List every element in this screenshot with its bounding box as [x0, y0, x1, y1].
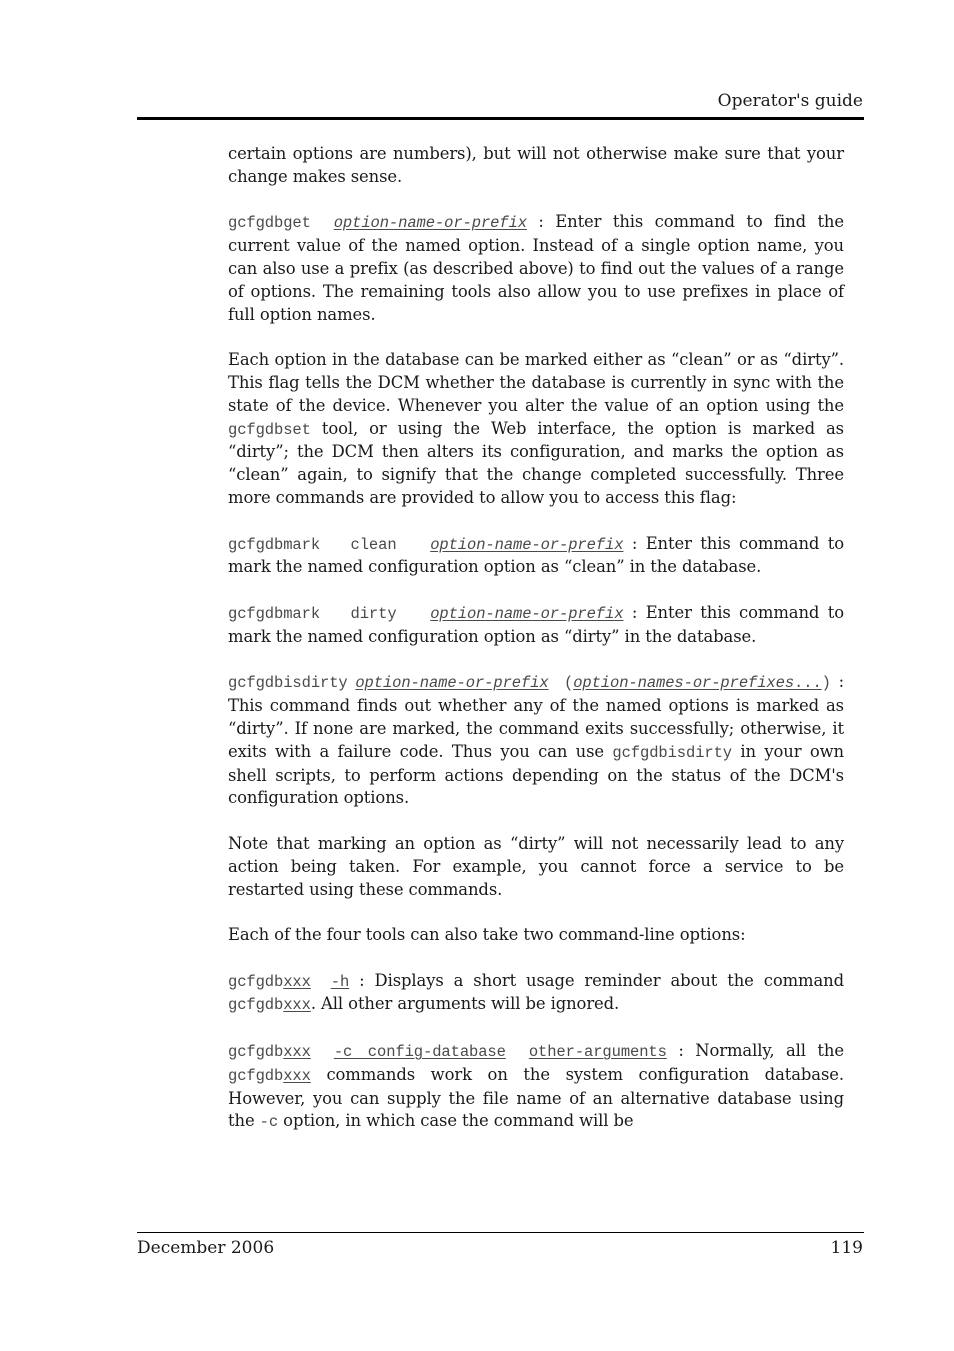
command-name: gcfgdbmark clean: [228, 535, 397, 554]
command-option: -c config-database: [333, 1043, 506, 1062]
command-flag: -c: [259, 1113, 279, 1132]
paragraph-mark-dirty: [228, 602, 844, 649]
paragraph-options-intro: [228, 924, 844, 947]
page-number: 119: [830, 1238, 863, 1258]
command-name: gcfgdbset: [228, 420, 311, 439]
paragraph-text: tool, or using the Web interface, the option is marked as “dirty”; the DCM then alters its configuration, and marks the option as “clean” again, to signify that the change completed successfully. Three more commands are provided to allow you to access this flag:: [228, 418, 844, 507]
paragraph-option-h: [228, 970, 844, 1018]
command-prefix: gcfgdb: [228, 996, 284, 1015]
command-argument: option-name-or-prefix: [333, 214, 527, 233]
paragraph-text: Note that marking an option as “dirty” will not necessarily lead to any action being taken. For example, you cannot force a service to be restarted using these commands.: [228, 833, 844, 899]
command-argument: option-name-or-prefix: [430, 535, 624, 554]
paragraph-clean-dirty: [228, 349, 844, 510]
command-other-arguments: other-arguments: [528, 1043, 667, 1062]
command-argument-optional: option-names-or-prefixes: [573, 674, 795, 693]
paren-open: (: [564, 674, 574, 693]
paragraph-isdirty: [228, 671, 844, 810]
paragraph-text: : This command finds out whether any of the named options is marked as “dirty”. If none are marked, the command exits successfully; otherwise, it exits with a failure code. Thus you can use: [228, 672, 844, 761]
command-option: -h: [330, 972, 350, 991]
paragraph-continuation: [228, 143, 844, 189]
command-prefix: gcfgdb: [228, 1066, 284, 1085]
command-argument: option-name-or-prefix: [430, 604, 624, 623]
command-variable: xxx: [283, 1066, 311, 1085]
paren-close: ): [821, 674, 831, 693]
command-prefix: gcfgdb: [228, 972, 284, 991]
paragraph-text: Each of the four tools can also take two command-line options:: [228, 925, 746, 945]
paragraph-text: : Enter this command to mark the named configuration option as “dirty” in the database.: [228, 602, 844, 646]
command-name: gcfgdbget: [228, 214, 311, 233]
command-variable: xxx: [283, 1043, 311, 1062]
paragraph-option-c: [228, 1040, 844, 1134]
header-rule: [137, 117, 864, 120]
ellipsis: ...: [794, 674, 822, 693]
paragraph-text: . All other arguments will be ignored.: [310, 994, 620, 1014]
command-variable: xxx: [283, 972, 311, 991]
command-name: gcfgdbisdirty: [228, 674, 348, 693]
paragraph-text: certain options are numbers), but will not otherwise make sure that your change makes sense.: [228, 144, 844, 186]
paragraph-text: : Displays a short usage reminder about the command: [349, 970, 844, 990]
paragraph-text: in your own shell scripts, to perform actions depending on the status of the DCM's configuration options.: [228, 741, 844, 808]
paragraph-text: : Enter this command to find the current value of the named option. Instead of a single option name, you can also use a prefix (as described above) to find out the values of a range of options. The remaining tools also allow you to use prefixes in place of full option names.: [228, 212, 844, 324]
paragraph-text: Each option in the database can be marked either as “clean” or as “dirty”. This flag tells the DCM whether the database is currently in sync with the state of the device. Whenever you alter the value of an option using the: [228, 350, 844, 415]
command-variable: xxx: [283, 996, 311, 1015]
paragraph-mark-clean: [228, 533, 844, 580]
command-argument: option-name-or-prefix: [355, 674, 549, 693]
page-body: [228, 143, 844, 1157]
paragraph-text: commands work on the system configuration database. However, you can supply the file name of an alternative database using the: [228, 1064, 844, 1131]
paragraph-text: : Enter this command to mark the named configuration option as “clean” in the database.: [228, 533, 844, 577]
command-name: gcfgdbisdirty: [612, 743, 733, 762]
paragraph-text: : Normally, all the: [666, 1041, 844, 1061]
command-name: gcfgdbmark dirty: [228, 604, 397, 623]
running-header-title: Operator's guide: [717, 91, 863, 111]
paragraph-note: [228, 833, 844, 901]
paragraph-text: option, in which case the command will be: [278, 1111, 634, 1131]
footer-rule: [137, 1232, 864, 1233]
paragraph-gcfgdbget: [228, 211, 844, 326]
command-prefix: gcfgdb: [228, 1043, 284, 1062]
footer-date: December 2006: [137, 1238, 275, 1258]
